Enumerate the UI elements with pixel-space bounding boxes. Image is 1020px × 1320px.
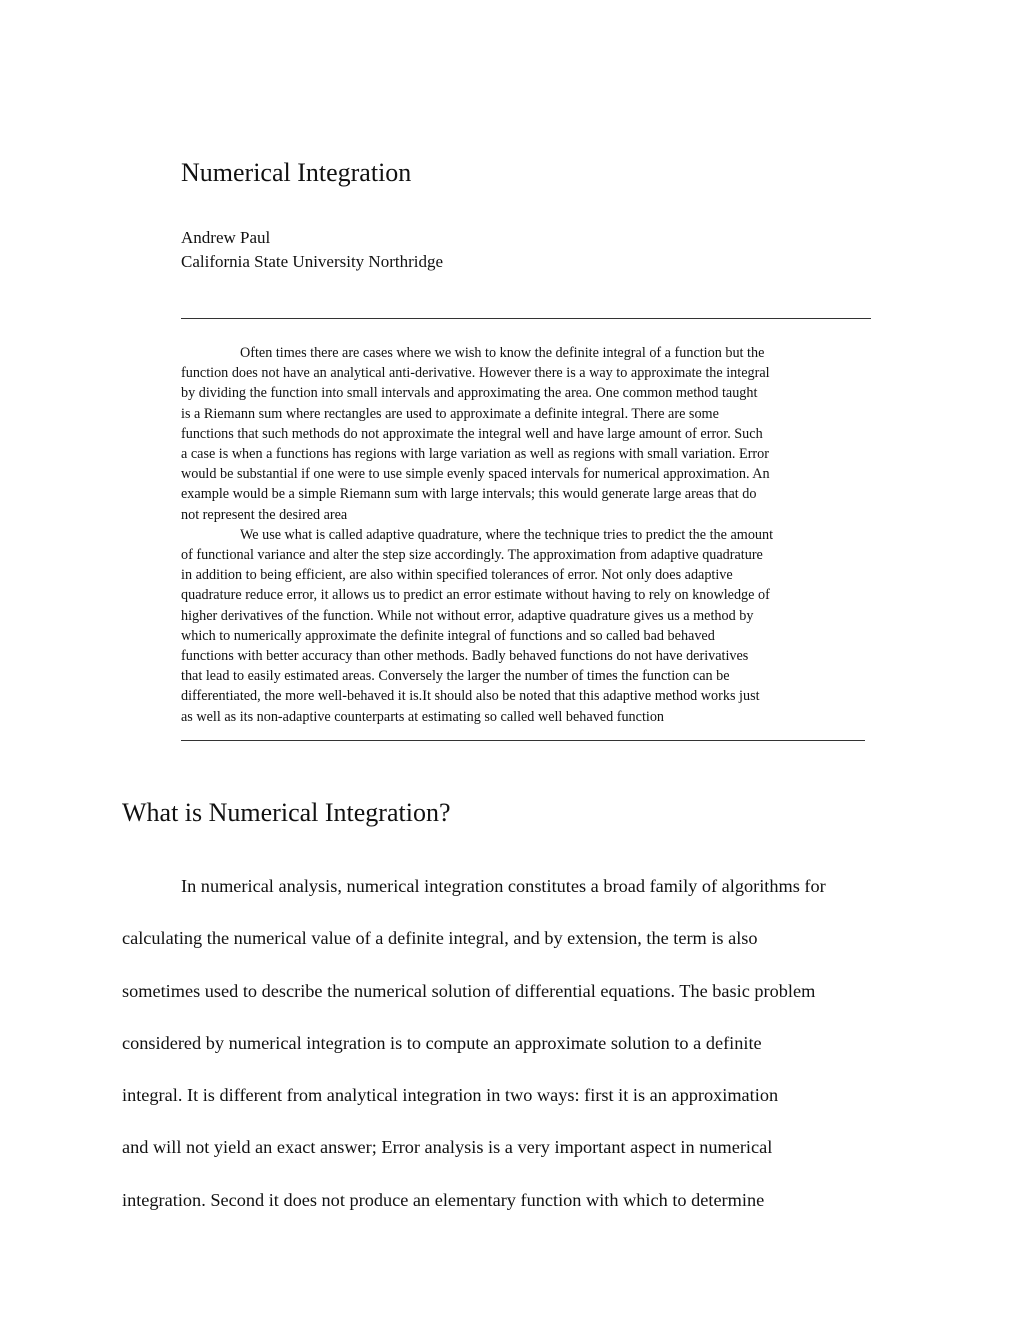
abstract-line: by dividing the function into small intervals and approximating the area. One common method taught (181, 385, 758, 402)
abstract-line: We use what is called adaptive quadrature, where the technique tries to predict the the amount (240, 526, 774, 543)
body-line: considered by numerical integration is to compute an approximate solution to a definite (122, 1032, 762, 1053)
abstract-line: a case is when a functions has regions with large variation as well as regions with small variation. Error (181, 446, 769, 463)
abstract-line: which to numerically approximate the definite integral of functions and so called bad behaved (181, 627, 715, 644)
body-line: integral. It is different from analytical integration in two ways: first it is an approximation (122, 1085, 779, 1106)
body-line: sometimes used to describe the numerical solution of differential equations. The basic problem (122, 980, 816, 1001)
abstract-line: of functional variance and alter the step size accordingly. The approximation from adaptive quadrature (181, 547, 763, 564)
body-line: and will not yield an exact answer; Error analysis is a very important aspect in numerical (122, 1137, 773, 1158)
abstract-line: Often times there are cases where we wish to know the definite integral of a function but the (240, 345, 765, 361)
abstract-line: that lead to easily estimated areas. Conversely the larger the number of times the function can be (181, 668, 730, 685)
abstract-line: functions with better accuracy than other methods. Badly behaved functions do not have derivatives (181, 648, 749, 665)
body-line: calculating the numerical value of a definite integral, and by extension, the term is also (122, 928, 758, 949)
abstract-line: in addition to being efficient, are also within specified tolerances of error. Not only does adaptive (181, 567, 733, 584)
body-line: integration. Second it does not produce an elementary function with which to determine (122, 1189, 765, 1210)
abstract (181, 343, 881, 727)
abstract-line: higher derivatives of the function. While not without error, adaptive quadrature gives us a method by (181, 607, 754, 624)
abstract-line: function does not have an analytical anti-derivative. However there is a way to approximate the integral (181, 365, 770, 382)
abstract-line: not represent the desired area (181, 506, 348, 523)
document-title: Numerical Integration (181, 158, 412, 187)
body-line: In numerical analysis, numerical integration constitutes a broad family of algorithms for (181, 876, 826, 896)
abstract-line: as well as its non-adaptive counterparts at estimating so called well behaved function (181, 708, 665, 725)
author-name: Andrew Paul (181, 228, 271, 247)
divider-bottom (181, 740, 865, 741)
section-body (122, 860, 826, 1226)
author-block (181, 226, 443, 274)
section-heading: What is Numerical Integration? (122, 798, 451, 827)
author-affiliation: California State University Northridge (181, 252, 444, 271)
abstract-line: example would be a simple Riemann sum with large intervals; this would generate large areas that do (181, 486, 757, 503)
abstract-line: is a Riemann sum where rectangles are used to approximate a definite integral. There are some (181, 405, 719, 422)
divider-top (181, 318, 871, 319)
abstract-line: differentiated, the more well-behaved it is.It should also be noted that this adaptive method works just (181, 688, 760, 705)
abstract-line: would be substantial if one were to use simple evenly spaced intervals for numerical approximation. An (181, 466, 770, 483)
abstract-line: quadrature reduce error, it allows us to predict an error estimate without having to rely on knowledge of (181, 587, 770, 604)
abstract-line: functions that such methods do not approximate the integral well and have large amount of error. Such (181, 425, 763, 442)
